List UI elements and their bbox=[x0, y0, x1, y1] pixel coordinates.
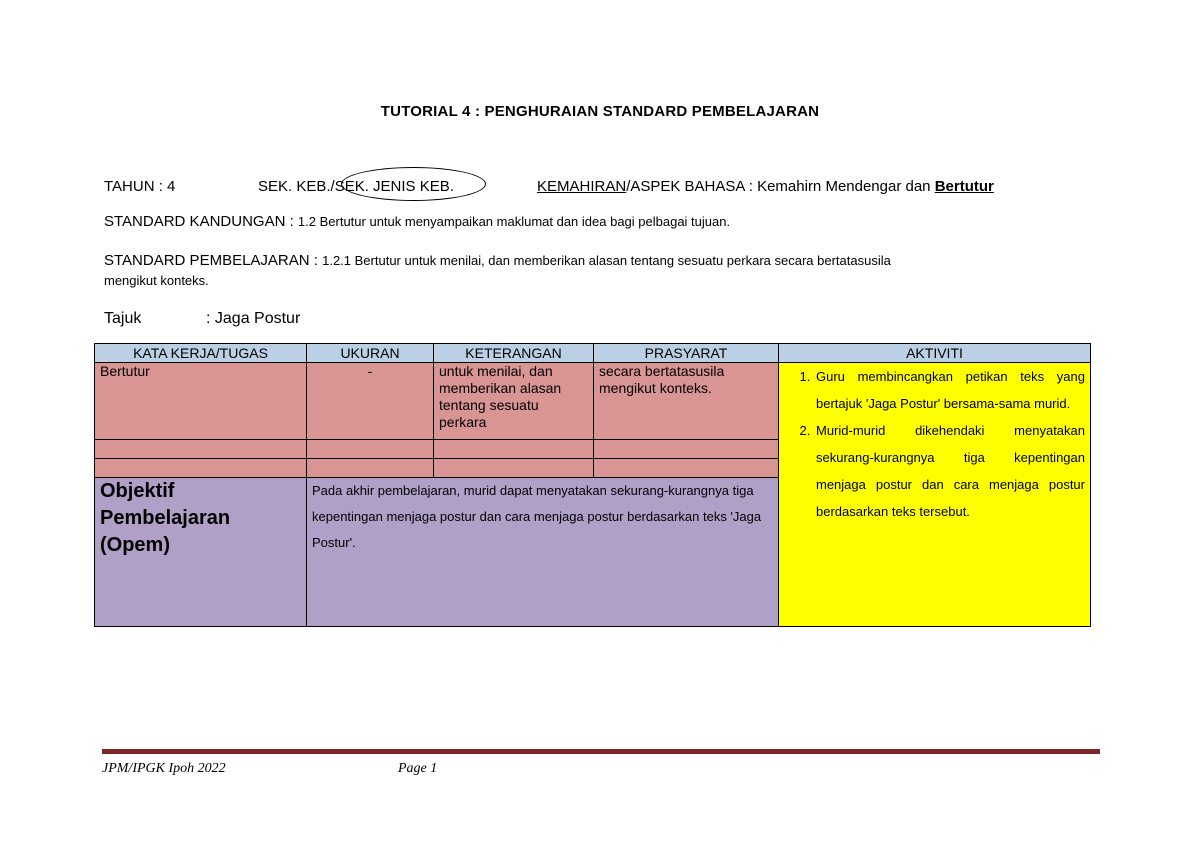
cell-empty bbox=[95, 459, 307, 478]
sk-label: STANDARD KANDUNGAN : bbox=[104, 213, 298, 230]
kemahiran-bold: Bertutur bbox=[934, 178, 994, 195]
cell-opem-title bbox=[95, 478, 307, 627]
cell-empty bbox=[95, 440, 307, 459]
sekolah-kebangsaan: SEK. KEB./ bbox=[258, 178, 335, 195]
kemahiran-text: /ASPEK BAHASA : Kemahirn Mendengar dan bbox=[626, 178, 935, 195]
header-aktiviti: AKTIVITI bbox=[779, 344, 1091, 363]
cell-kata-kerja: Bertutur bbox=[95, 363, 307, 440]
tajuk-label: Tajuk bbox=[104, 310, 142, 327]
header-keterangan: KETERANGAN bbox=[434, 344, 594, 363]
sp-text-2: mengikut konteks. bbox=[104, 273, 209, 288]
header-prasyarat: PRASYARAT bbox=[594, 344, 779, 363]
kemahiran-label: KEMAHIRAN bbox=[537, 178, 627, 195]
opem-text: Pada akhir pembelajaran, murid dapat menyatakan sekurang-kurangnya tiga kepentingan menjaga postur dan cara menjaga postur berdasarkan teks 'Jaga Postur'. bbox=[312, 483, 762, 550]
header-kata-kerja: KATA KERJA/TUGAS bbox=[95, 344, 307, 363]
cell-prasyarat: secara bertatasusila mengikut konteks. bbox=[594, 363, 779, 440]
cell-empty bbox=[594, 459, 779, 478]
cell-empty bbox=[307, 459, 434, 478]
footer-left-text: JPM/IPGK Ipoh 2022 bbox=[102, 761, 226, 776]
tahun-label: TAHUN : 4 bbox=[104, 178, 176, 195]
cell-opem-text bbox=[307, 478, 779, 627]
table-row bbox=[95, 363, 1091, 440]
standard-pembelajaran bbox=[104, 251, 1104, 271]
aktiviti-list bbox=[784, 363, 1085, 525]
opem-title: Objektif Pembelajaran (Opem) bbox=[100, 480, 231, 556]
cell-empty bbox=[594, 440, 779, 459]
selection-oval bbox=[341, 167, 486, 201]
lesson-table bbox=[94, 343, 1091, 627]
footer-divider bbox=[102, 749, 1100, 754]
cell-empty bbox=[307, 440, 434, 459]
cell-keterangan: untuk menilai, dan memberikan alasan tentang sesuatu perkara bbox=[434, 363, 594, 440]
kemahiran-field bbox=[537, 178, 994, 195]
sp-label: STANDARD PEMBELAJARAN : bbox=[104, 252, 323, 269]
page-number: Page 1 bbox=[398, 761, 438, 776]
header-ukuran: UKURAN bbox=[307, 344, 434, 363]
standard-kandungan bbox=[104, 212, 730, 232]
page-title: TUTORIAL 4 : PENGHURAIAN STANDARD PEMBELAJARAN bbox=[380, 103, 820, 120]
aktiviti-item: 2. Murid-murid dikehendaki menyatakan sekurang-kurangnya tiga kepentingan menjaga postur dan cara menjaga postur berdasarkan teks tersebut. bbox=[814, 417, 1085, 525]
standard-pembelajaran-cont bbox=[104, 271, 209, 291]
sekolah-jenis-kebangsaan: SEK. JENIS KEB. bbox=[334, 178, 454, 195]
cell-aktiviti bbox=[779, 363, 1091, 627]
sp-text: 1.2.1 Bertutur untuk menilai, dan memberikan alasan tentang sesuatu perkara secara bertatasusila bbox=[322, 253, 891, 268]
tajuk-value: : Jaga Postur bbox=[206, 310, 301, 327]
cell-empty bbox=[434, 459, 594, 478]
cell-empty bbox=[434, 440, 594, 459]
aktiviti-item: 1. Guru membincangkan petikan teks yang bertajuk 'Jaga Postur' bersama-sama murid. bbox=[814, 363, 1085, 417]
sk-text: 1.2 Bertutur untuk menyampaikan maklumat dan idea bagi pelbagai tujuan. bbox=[297, 214, 731, 229]
cell-ukuran: - bbox=[307, 363, 434, 440]
table-header-row bbox=[95, 344, 1091, 363]
